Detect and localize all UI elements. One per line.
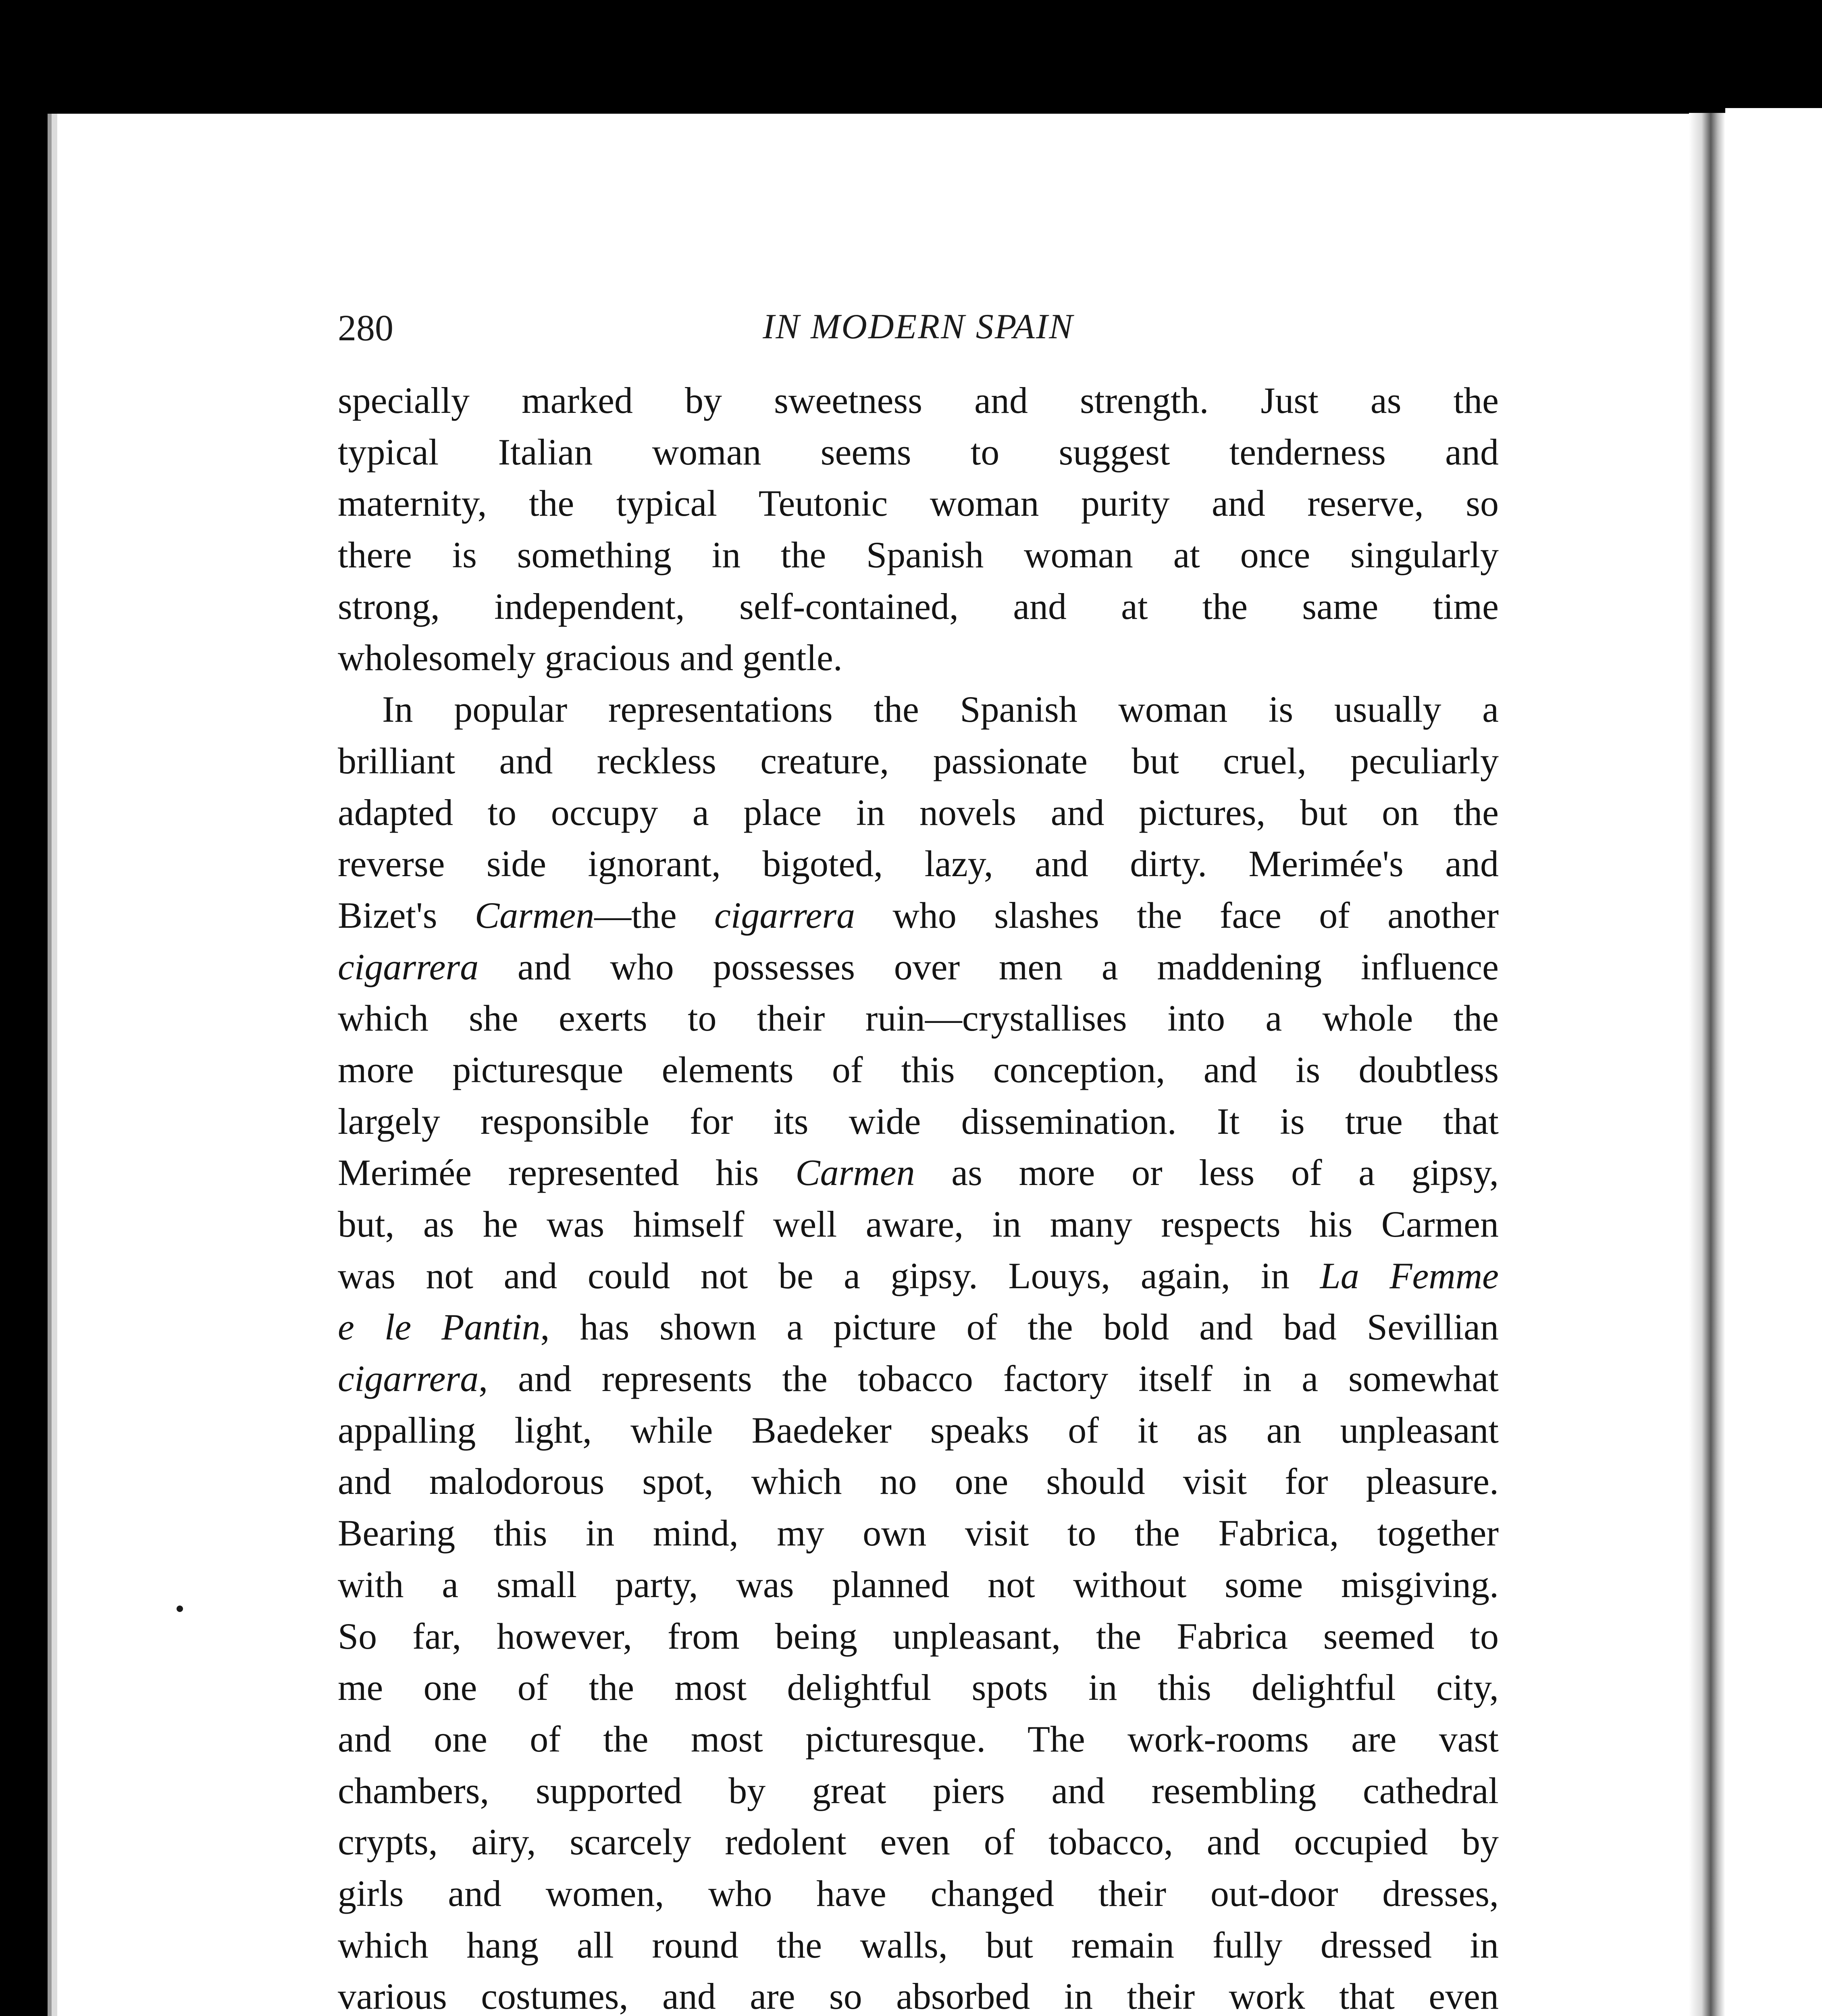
text-line: which hang all round the walls, but remain fully dressed in <box>338 1924 1499 1966</box>
page-number: 280 <box>338 307 393 348</box>
running-head: IN MODERN SPAIN <box>763 307 1074 346</box>
text-line: largely responsible for its wide dissemination. It is true that <box>338 1100 1499 1142</box>
text-line: crypts, airy, scarcely redolent even of tobacco, and occupied by <box>338 1821 1499 1863</box>
text-line: specially marked by sweetness and strength. Just as the <box>338 380 1499 421</box>
text-line: maternity, the typical Teutonic woman purity and reserve, so <box>338 483 1499 524</box>
text-line: wholesomely gracious and gentle. <box>338 637 842 679</box>
text-line: chambers, supported by great piers and resembling cathedral <box>338 1770 1499 1811</box>
text-line: reverse side ignorant, bigoted, lazy, and dirty. Merimée's and <box>338 843 1499 885</box>
text-line: and one of the most picturesque. The work-rooms are vast <box>338 1718 1499 1760</box>
text-line: brilliant and reckless creature, passionate but cruel, peculiarly <box>338 740 1499 781</box>
text-line: appalling light, while Baedeker speaks of it as an unpleasant <box>338 1409 1499 1451</box>
text-line: e le Pantin, has shown a picture of the bold and bad Sevillian <box>338 1306 1499 1348</box>
page-header <box>338 302 1499 363</box>
text-line: me one of the most delightful spots in this delightful city, <box>338 1667 1499 1708</box>
facing-page-edge <box>1725 108 1822 2016</box>
text-line: strong, independent, self-contained, and at the same time <box>338 585 1499 627</box>
text-line: girls and women, who have changed their out-door dresses, <box>338 1872 1499 1914</box>
text-line: cigarrera, and represents the tobacco factory itself in a somewhat <box>338 1358 1499 1400</box>
text-line: adapted to occupy a place in novels and pictures, but on the <box>338 791 1499 833</box>
text-line: which she exerts to their ruin—crystallises into a whole the <box>338 998 1499 1039</box>
body-text <box>338 375 1499 2016</box>
text-line: Bearing this in mind, my own visit to the Fabrica, together <box>338 1512 1499 1554</box>
text-line: and malodorous spot, which no one should visit for pleasure. <box>338 1461 1499 1502</box>
scan-speck <box>177 1606 183 1612</box>
text-line: cigarrera and who possesses over men a maddening influence <box>338 946 1499 987</box>
text-line: but, as he was himself well aware, in many respects his Carmen <box>338 1204 1499 1245</box>
page-gutter <box>1689 113 1725 2016</box>
text-line: In popular representations the Spanish woman is usually a <box>382 689 1499 730</box>
text-line: Bizet's Carmen—the cigarrera who slashes the face of another <box>338 894 1499 936</box>
text-line: more picturesque elements of this conception, and is doubtless <box>338 1049 1499 1090</box>
text-line: with a small party, was planned not without some misgiving. <box>338 1564 1499 1605</box>
text-line: Merimée represented his Carmen as more or less of a gipsy, <box>338 1152 1499 1193</box>
text-line: various costumes, and are so absorbed in their work that even <box>338 1976 1499 2016</box>
text-line: there is something in the Spanish woman at once singularly <box>338 534 1499 576</box>
text-line: So far, however, from being unpleasant, the Fabrica seemed to <box>338 1615 1499 1657</box>
text-line: typical Italian woman seems to suggest tenderness and <box>338 431 1499 473</box>
text-line: was not and could not be a gipsy. Louys, again, in La Femme <box>338 1255 1499 1296</box>
